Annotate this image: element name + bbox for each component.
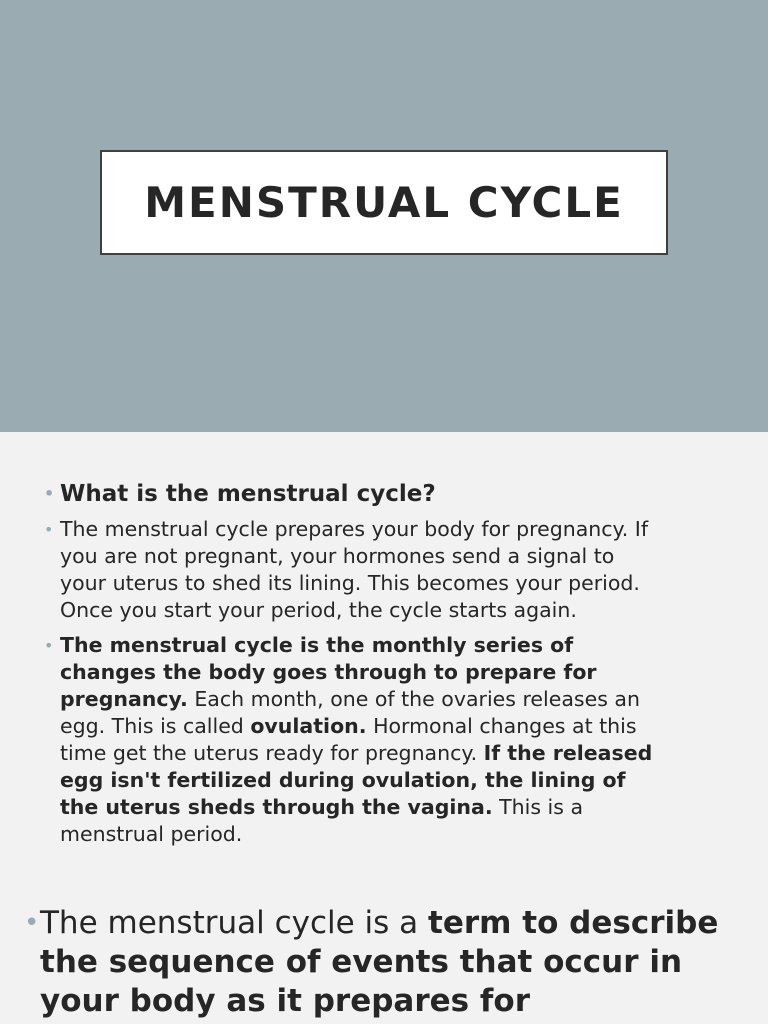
explanation-text-3: This is a menstrual period. [60, 795, 584, 846]
title-slide [0, 0, 768, 432]
bullet-question [44, 480, 664, 508]
explanation-text-2: Hormonal changes at this time get the uterus ready for pregnancy. [60, 714, 637, 765]
bullet-icon: • [44, 484, 55, 503]
explanation-bold-3: If the released egg isn't fertilized during ovulation, the lining of the uterus sheds through the vagina. [60, 741, 653, 819]
explanation-text-1: Each month, one of the ovaries releases an egg. This is called [60, 687, 640, 738]
title-box [100, 150, 668, 255]
big-bullet-text: The menstrual cycle is a [40, 905, 429, 941]
big-bullet-bold: term to describe the sequence of events that occur in your body as it prepares for [40, 905, 719, 1019]
slide-title: MENSTRUAL CYCLE [144, 178, 624, 227]
bullet-icon: • [24, 908, 40, 938]
bullet-icon: • [44, 520, 54, 539]
third-slide [0, 864, 768, 1024]
explanation-bold-1: The menstrual cycle is the monthly series of changes the body goes through to prepare for pregnancy. [60, 633, 597, 711]
explanation-bold-2: ovulation. [250, 714, 367, 738]
big-bullet [24, 904, 740, 1021]
question-text: What is the menstrual cycle? [60, 481, 436, 507]
bullet-icon: • [44, 636, 54, 655]
content-slide [0, 432, 768, 864]
bullet-list [44, 480, 664, 856]
bullet-definition [44, 516, 664, 624]
definition-text: The menstrual cycle prepares your body for pregnancy. If you are not pregnant, your hormones send a signal to your uterus to shed its lining. This becomes your period. Once you start your period, the cycle starts again. [60, 517, 649, 622]
bullet-explanation [44, 632, 664, 848]
